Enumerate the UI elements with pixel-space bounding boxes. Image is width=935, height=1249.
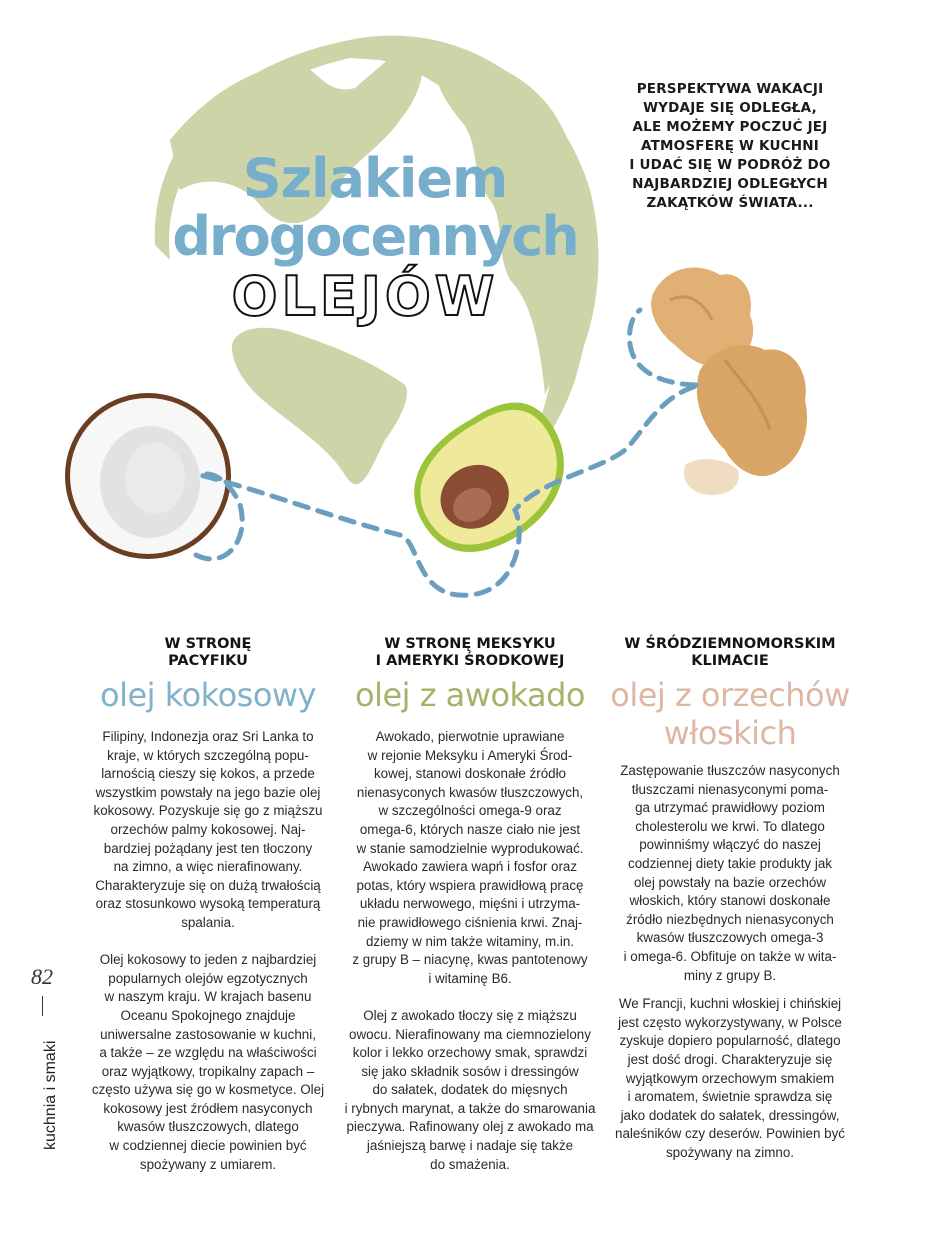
text-line: spożywany z umiarem. (139, 1156, 277, 1172)
intro-line: PERSPEKTYWA WAKACJI (636, 81, 824, 97)
kicker-line: W STRONĘ (164, 636, 252, 652)
text-line: często używa się go w kosmetyce. Olej (91, 1082, 325, 1098)
intro-line: I UDAĆ SIĘ W PODRÓŻ DO (629, 157, 831, 173)
body-paragraph-2 (335, 1007, 605, 1174)
folio-divider (42, 996, 43, 1016)
text-line: uniwersalne zastosowanie w kuchni, (100, 1026, 316, 1042)
text-line: jaśniejszą barwę i nadaje się także (366, 1138, 574, 1154)
text-line: Awokado, pierwotnie uprawiane (375, 729, 565, 744)
text-line: i witaminę B6. (428, 970, 512, 986)
text-line: w rejonie Meksyku i Ameryki Środ- (367, 747, 573, 763)
text-line: jest często wykorzystywany, w Polsce (618, 1014, 842, 1030)
kicker-line: W ŚRÓDZIEMNOMORSKIM (624, 636, 836, 652)
text-line: naleśników czy deserów. Powinien być (615, 1126, 845, 1142)
page-title (150, 147, 600, 328)
text-line: olej powstały na bazie orzechów (633, 874, 827, 890)
text-line: jako dodatek do sałatek, dressingów, (620, 1107, 840, 1123)
body-paragraph-1 (73, 728, 343, 933)
text-line: Oceanu Spokojnego znajduje (120, 1007, 296, 1023)
column-avocado-oil (335, 636, 605, 1174)
text-line: kolor i lekko orzechowy smak, sprawdzi (352, 1045, 588, 1061)
text-line: ga utrzymać prawidłowy poziom (635, 800, 825, 816)
title-line-1: Szlakiem (242, 147, 508, 210)
body-paragraph-2 (595, 995, 865, 1162)
page-number: 82 (31, 964, 53, 989)
body-paragraph-1 (335, 728, 605, 988)
kicker-line: I AMERYKI ŚRODKOWEJ (375, 653, 565, 669)
intro-line: ALE MOŻEMY POCZUĆ JEJ (632, 119, 828, 135)
text-line: do smażenia. (430, 1156, 510, 1172)
text-line: i aromatem, świetnie sprawdza się (627, 1089, 833, 1105)
body-paragraph-1 (595, 762, 865, 985)
text-line: wszystkim powstały na jego bazie olej (95, 784, 321, 800)
text-line: oraz stosunkowo wysoką temperaturą (95, 896, 321, 912)
text-line: codziennej diety takie produkty jak (628, 855, 832, 871)
text-line: spożywany na zimno. (665, 1144, 794, 1160)
column-kicker (73, 636, 343, 670)
text-line: dziemy w nim także witaminy, m.in. (365, 933, 575, 949)
text-line: zyskuje dopiero popularność, dlatego (619, 1033, 841, 1049)
body-paragraph-2 (73, 951, 343, 1174)
text-line: wyjątkowym orzechowym smakiem (625, 1070, 835, 1086)
oil-heading-line: olej z awokado (354, 676, 585, 714)
text-line: kokosowy. Pozyskuje się go z miąższu (93, 803, 323, 819)
text-line: i omega-6. Obfituje on także w wita- (623, 948, 837, 964)
text-line: orzechów palmy kokosowej. Naj- (110, 821, 306, 837)
text-line: larnością cieszy się kokos, a przede (101, 766, 315, 782)
text-line: tłuszczami nienasyconymi poma- (631, 781, 829, 797)
text-line: miny z grupy B. (683, 967, 777, 983)
text-line: owocu. Nierafinowany ma ciemnozielony (349, 1026, 591, 1042)
hero-section (0, 0, 935, 610)
text-line: kwasów tłuszczowych omega-3 (636, 930, 824, 946)
text-line: popularnych olejów egzotycznych (108, 970, 308, 986)
intro-line: ZAKĄTKÓW ŚWIATA... (646, 195, 814, 211)
text-line: na zimno, a więc nierafinowany. (113, 859, 303, 875)
kicker-line: PACYFIKU (168, 653, 248, 669)
oil-heading-line: włoskich (663, 714, 797, 752)
intro-line: WYDAJE SIĘ ODLEGŁA, (643, 100, 817, 116)
oil-heading-line: olej kokosowy (99, 676, 316, 714)
text-line: Filipiny, Indonezja oraz Sri Lanka to (102, 729, 314, 744)
oil-heading (595, 676, 865, 752)
text-line: nienasyconych kwasów tłuszczowych, (356, 784, 584, 800)
oil-heading (335, 676, 605, 714)
text-line: układu nerwowego, mięśni i utrzyma- (359, 896, 581, 912)
text-line: z grupy B – niacynę, kwas pantotenowy (352, 952, 588, 968)
text-line: oraz wyjątkowy, tropikalny zapach – (101, 1063, 315, 1079)
oil-heading-line: olej z orzechów (610, 676, 850, 714)
text-line: We Francji, kuchni włoskiej i chińskiej (618, 996, 842, 1012)
folio (22, 964, 62, 1016)
kicker-line: W STRONĘ MEKSYKU (384, 636, 556, 652)
section-label: kuchnia i smaki (42, 1040, 59, 1150)
text-line: kokosowy jest źródłem nasyconych (103, 1100, 313, 1116)
oil-heading (73, 676, 343, 714)
text-line: cholesterolu we krwi. To dlatego (635, 818, 825, 834)
intro-lead (605, 80, 855, 213)
text-line: Olej z awokado tłoczy się z miąższu (363, 1007, 577, 1023)
intro-line: ATMOSFERĘ W KUCHNI (641, 138, 819, 154)
column-kicker (335, 636, 605, 670)
kicker-line: KLIMACIE (691, 653, 769, 669)
text-line: omega-6, których nasze ciało nie jest (359, 821, 581, 837)
text-line: kraje, w których szczególną popu- (107, 747, 309, 763)
text-line: się jako składnik sosów i dressingów (361, 1063, 579, 1079)
text-line: do sałatek, dodatek do mięsnych (372, 1082, 568, 1098)
column-coconut-oil (73, 636, 343, 1174)
text-line: w naszym kraju. W krajach basenu (104, 989, 312, 1005)
text-line: kwasów tłuszczowych, dlatego (117, 1119, 299, 1135)
text-line: powinniśmy włączyć do naszej (639, 837, 821, 853)
text-line: w szczególności omega-9 oraz (378, 803, 562, 819)
text-line: spalania. (181, 914, 235, 930)
column-kicker (595, 636, 865, 670)
text-line: w codziennej diecie powinien być (109, 1138, 307, 1154)
title-line-2: drogocennych (172, 205, 578, 268)
intro-line: NAJBARDZIEJ ODLEGŁYCH (632, 176, 828, 192)
text-line: i rybnych marynat, a także do smarowania (344, 1100, 596, 1116)
text-line: źródło niezbędnych nienasyconych (626, 911, 834, 927)
text-line: w stanie samodzielnie wyprodukować. (356, 840, 584, 856)
text-line: potas, który wspiera prawidłową pracę (356, 877, 584, 893)
text-line: jest dość drogi. Charakteryzuje się (627, 1051, 833, 1067)
text-line: nie prawidłowego ciśnienia krwi. Znaj- (357, 914, 583, 930)
text-line: Charakteryzuje się on dużą trwałością (95, 877, 321, 893)
text-line: kowej, stanowi doskonałe źródło (373, 766, 567, 782)
text-line: pieczywa. Rafinowany olej z awokado ma (346, 1119, 594, 1135)
text-line: Olej kokosowy to jeden z najbardziej (99, 952, 317, 968)
text-line: Awokado zawiera wapń i fosfor oraz (362, 859, 578, 875)
text-line: Zastępowanie tłuszczów nasyconych (620, 763, 840, 778)
text-line: włoskich, który stanowi doskonałe (629, 893, 831, 909)
title-line-3-outline: OLEJÓW (231, 265, 499, 328)
column-walnut-oil (595, 636, 865, 1162)
walnut-photo (651, 267, 807, 495)
text-line: a także – ze względu na właściwości (99, 1045, 317, 1061)
text-line: bardziej pożądany jest ten tłoczony (103, 840, 313, 856)
